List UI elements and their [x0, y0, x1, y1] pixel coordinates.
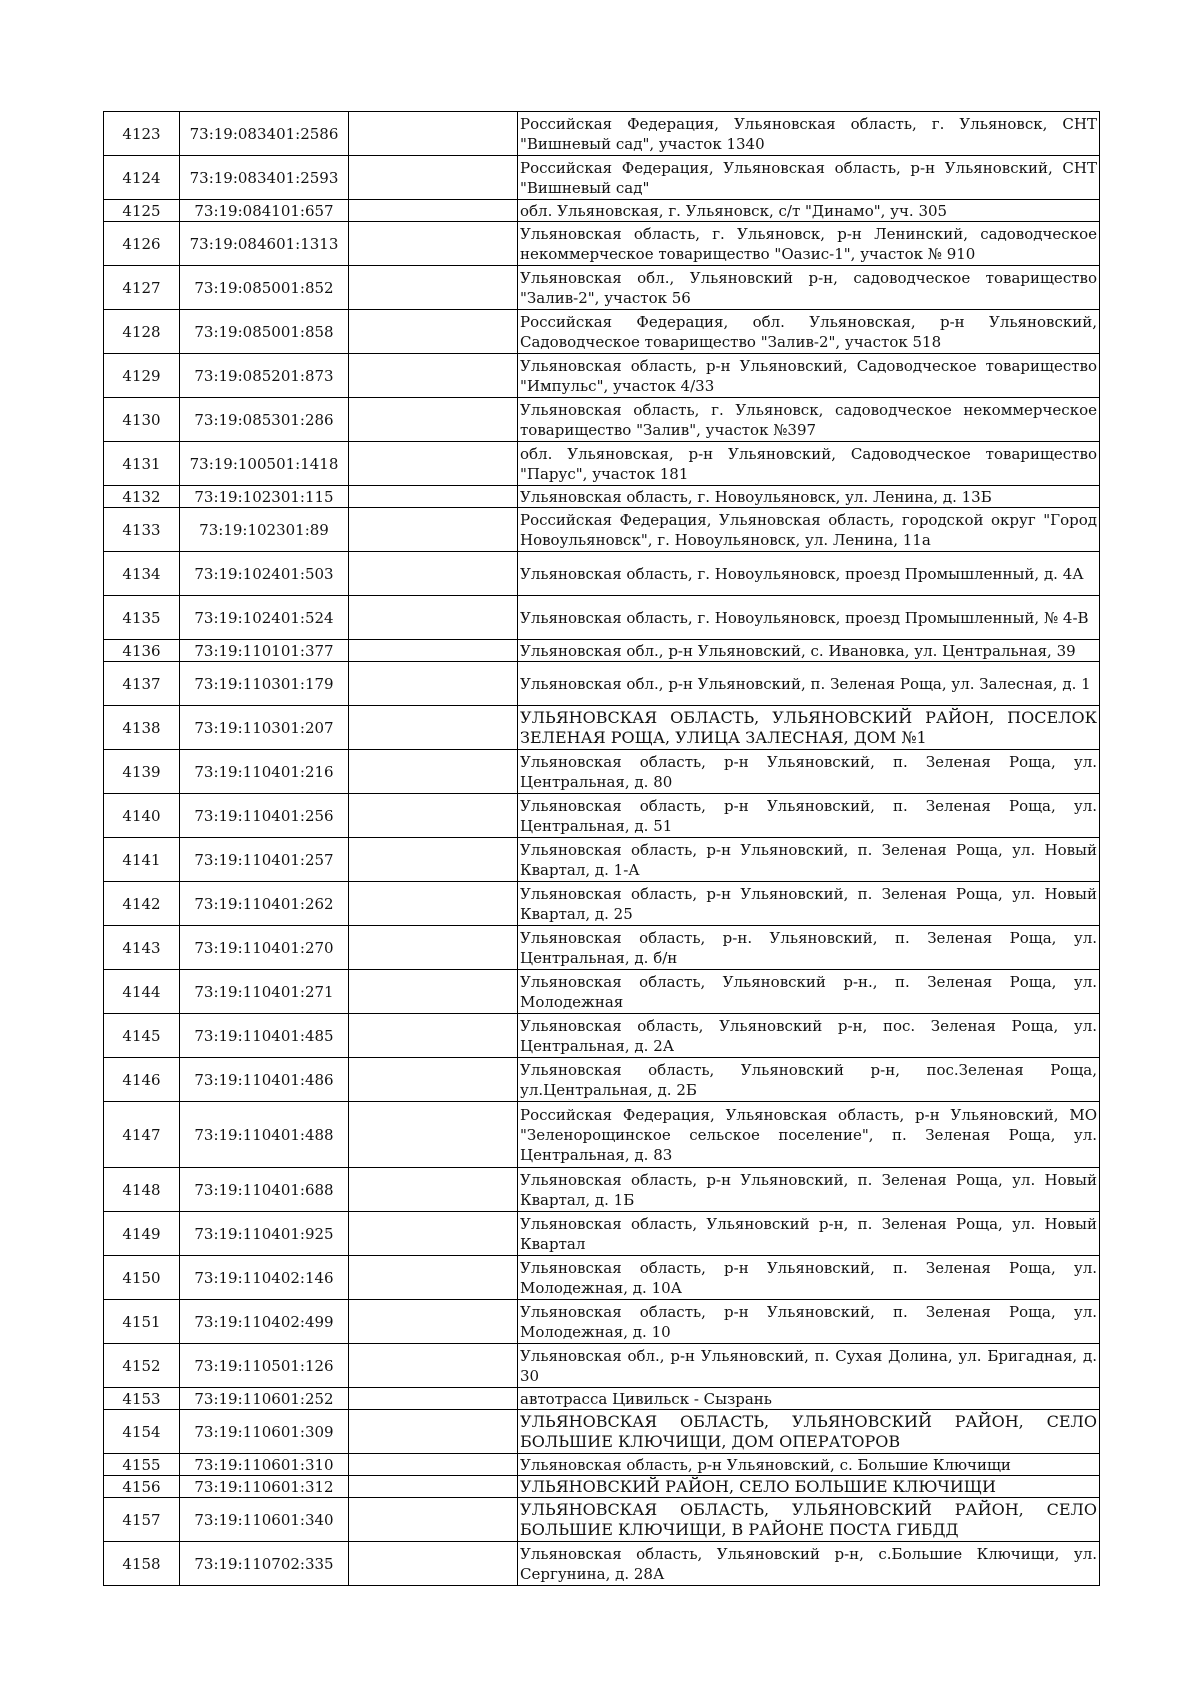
address-cell: Ульяновская область, р-н Ульяновский, п. Зеленая Роща, ул. Новый Квартал, д. 1Б	[518, 1168, 1100, 1212]
row-number-cell: 4140	[104, 794, 180, 838]
address-cell: Ульяновская область, р-н Ульяновский, п. Зеленая Роща, ул. Молодежная, д. 10А	[518, 1256, 1100, 1300]
row-number-cell: 4147	[104, 1102, 180, 1168]
row-number-cell: 4143	[104, 926, 180, 970]
cadastral-number-cell: 73:19:110301:179	[180, 662, 349, 706]
empty-cell	[349, 508, 518, 552]
cadastral-number-cell: 73:19:102301:89	[180, 508, 349, 552]
empty-cell	[349, 1256, 518, 1300]
address-cell: Ульяновская область, Ульяновский р-н, пос.Зеленая Роща, ул.Центральная, д. 2Б	[518, 1058, 1100, 1102]
row-number-cell: 4154	[104, 1410, 180, 1454]
empty-cell	[349, 838, 518, 882]
table-row	[104, 1300, 1100, 1344]
cadastral-number-cell: 73:19:110401:271	[180, 970, 349, 1014]
table-row	[104, 200, 1100, 222]
table-row	[104, 398, 1100, 442]
empty-cell	[349, 310, 518, 354]
row-number-cell: 4157	[104, 1498, 180, 1542]
table-row	[104, 662, 1100, 706]
cadastral-number-cell: 73:19:110401:485	[180, 1014, 349, 1058]
address-cell: Ульяновская область, Ульяновский р-н., п. Зеленая Роща, ул. Молодежная	[518, 970, 1100, 1014]
cadastral-number-cell: 73:19:110601:312	[180, 1476, 349, 1498]
row-number-cell: 4144	[104, 970, 180, 1014]
land-plot-register-table	[103, 111, 1100, 1586]
row-number-cell: 4134	[104, 552, 180, 596]
cadastral-number-cell: 73:19:110401:486	[180, 1058, 349, 1102]
row-number-cell: 4145	[104, 1014, 180, 1058]
empty-cell	[349, 1388, 518, 1410]
address-cell: Российская Федерация, Ульяновская область, р-н Ульяновский, СНТ "Вишневый сад"	[518, 156, 1100, 200]
table-row	[104, 508, 1100, 552]
cadastral-number-cell: 73:19:102401:524	[180, 596, 349, 640]
row-number-cell: 4155	[104, 1454, 180, 1476]
empty-cell	[349, 156, 518, 200]
row-number-cell: 4125	[104, 200, 180, 222]
empty-cell	[349, 882, 518, 926]
row-number-cell: 4139	[104, 750, 180, 794]
row-number-cell: 4148	[104, 1168, 180, 1212]
table-row	[104, 486, 1100, 508]
address-cell: Ульяновская обл., Ульяновский р-н, садоводческое товарищество "Залив-2", участок 56	[518, 266, 1100, 310]
row-number-cell: 4128	[104, 310, 180, 354]
table-row	[104, 970, 1100, 1014]
table-row	[104, 1476, 1100, 1498]
empty-cell	[349, 1300, 518, 1344]
address-cell: Ульяновская область, р-н Ульяновский, п. Зеленая Роща, ул. Центральная, д. 80	[518, 750, 1100, 794]
row-number-cell: 4126	[104, 222, 180, 266]
table-row	[104, 794, 1100, 838]
row-number-cell: 4156	[104, 1476, 180, 1498]
address-cell: Ульяновская обл., р-н Ульяновский, п. Зеленая Роща, ул. Залесная, д. 1	[518, 662, 1100, 706]
empty-cell	[349, 706, 518, 750]
row-number-cell: 4153	[104, 1388, 180, 1410]
cadastral-number-cell: 73:19:110401:270	[180, 926, 349, 970]
table-row	[104, 1212, 1100, 1256]
empty-cell	[349, 1498, 518, 1542]
row-number-cell: 4137	[104, 662, 180, 706]
empty-cell	[349, 1014, 518, 1058]
cadastral-number-cell: 73:19:110501:126	[180, 1344, 349, 1388]
row-number-cell: 4131	[104, 442, 180, 486]
cadastral-number-cell: 73:19:085301:286	[180, 398, 349, 442]
address-cell: Ульяновская область, р-н Ульяновский, п. Зеленая Роща, ул. Молодежная, д. 10	[518, 1300, 1100, 1344]
table-row	[104, 706, 1100, 750]
table-row	[104, 1102, 1100, 1168]
address-cell: Ульяновская область, г. Ульяновск, р-н Ленинский, садоводческое некоммерческое товарищество "Оазис-1", участок № 910	[518, 222, 1100, 266]
address-cell: Российская Федерация, Ульяновская область, городской округ "Город Новоульяновск", г. Новоульяновск, ул. Ленина, 11а	[518, 508, 1100, 552]
empty-cell	[349, 750, 518, 794]
empty-cell	[349, 596, 518, 640]
address-cell: Ульяновская область, р-н. Ульяновский, п. Зеленая Роща, ул. Центральная, д. б/н	[518, 926, 1100, 970]
table-row	[104, 310, 1100, 354]
cadastral-number-cell: 73:19:084601:1313	[180, 222, 349, 266]
row-number-cell: 4150	[104, 1256, 180, 1300]
table-row	[104, 838, 1100, 882]
empty-cell	[349, 112, 518, 156]
row-number-cell: 4149	[104, 1212, 180, 1256]
address-cell: УЛЬЯНОВСКИЙ РАЙОН, СЕЛО БОЛЬШИЕ КЛЮЧИЩИ	[518, 1476, 1100, 1498]
row-number-cell: 4136	[104, 640, 180, 662]
row-number-cell: 4132	[104, 486, 180, 508]
table-row	[104, 750, 1100, 794]
table-row	[104, 112, 1100, 156]
cadastral-number-cell: 73:19:110601:309	[180, 1410, 349, 1454]
empty-cell	[349, 926, 518, 970]
empty-cell	[349, 1542, 518, 1586]
row-number-cell: 4152	[104, 1344, 180, 1388]
table-row	[104, 354, 1100, 398]
cadastral-number-cell: 73:19:110401:488	[180, 1102, 349, 1168]
table-row	[104, 1014, 1100, 1058]
address-cell: УЛЬЯНОВСКАЯ ОБЛАСТЬ, УЛЬЯНОВСКИЙ РАЙОН, СЕЛО БОЛЬШИЕ КЛЮЧИЩИ, В РАЙОНЕ ПОСТА ГИБДД	[518, 1498, 1100, 1542]
address-cell: Ульяновская область, Ульяновский р-н, пос. Зеленая Роща, ул. Центральная, д. 2А	[518, 1014, 1100, 1058]
address-cell: Ульяновская область, р-н Ульяновский, п. Зеленая Роща, ул. Новый Квартал, д. 25	[518, 882, 1100, 926]
table-row	[104, 640, 1100, 662]
row-number-cell: 4138	[104, 706, 180, 750]
cadastral-number-cell: 73:19:110601:340	[180, 1498, 349, 1542]
cadastral-number-cell: 73:19:110401:216	[180, 750, 349, 794]
cadastral-number-cell: 73:19:110702:335	[180, 1542, 349, 1586]
cadastral-number-cell: 73:19:110101:377	[180, 640, 349, 662]
empty-cell	[349, 1212, 518, 1256]
address-cell: Ульяновская область, р-н Ульяновский, п. Зеленая Роща, ул. Новый Квартал, д. 1-А	[518, 838, 1100, 882]
empty-cell	[349, 1168, 518, 1212]
empty-cell	[349, 1476, 518, 1498]
cadastral-number-cell: 73:19:110601:252	[180, 1388, 349, 1410]
address-cell: УЛЬЯНОВСКАЯ ОБЛАСТЬ, УЛЬЯНОВСКИЙ РАЙОН, СЕЛО БОЛЬШИЕ КЛЮЧИЩИ, ДОМ ОПЕРАТОРОВ	[518, 1410, 1100, 1454]
table-row	[104, 1388, 1100, 1410]
cadastral-number-cell: 73:19:083401:2586	[180, 112, 349, 156]
address-cell: Ульяновская обл., р-н Ульяновский, п. Сухая Долина, ул. Бригадная, д. 30	[518, 1344, 1100, 1388]
table-row	[104, 1344, 1100, 1388]
address-cell: Ульяновская область, г. Новоульяновск, проезд Промышленный, № 4-В	[518, 596, 1100, 640]
empty-cell	[349, 200, 518, 222]
table-row	[104, 1410, 1100, 1454]
cadastral-number-cell: 73:19:110401:256	[180, 794, 349, 838]
empty-cell	[349, 222, 518, 266]
empty-cell	[349, 1410, 518, 1454]
address-cell: автотрасса Цивильск - Сызрань	[518, 1388, 1100, 1410]
table-row	[104, 442, 1100, 486]
empty-cell	[349, 1344, 518, 1388]
address-cell: Ульяновская область, р-н Ульяновский, п. Зеленая Роща, ул. Центральная, д. 51	[518, 794, 1100, 838]
row-number-cell: 4135	[104, 596, 180, 640]
address-cell: обл. Ульяновская, г. Ульяновск, с/т "Динамо", уч. 305	[518, 200, 1100, 222]
address-cell: УЛЬЯНОВСКАЯ ОБЛАСТЬ, УЛЬЯНОВСКИЙ РАЙОН, ПОСЕЛОК ЗЕЛЕНАЯ РОЩА, УЛИЦА ЗАЛЕСНАЯ, ДОМ №1	[518, 706, 1100, 750]
cadastral-number-cell: 73:19:102301:115	[180, 486, 349, 508]
cadastral-number-cell: 73:19:110301:207	[180, 706, 349, 750]
cadastral-number-cell: 73:19:102401:503	[180, 552, 349, 596]
table-row	[104, 552, 1100, 596]
address-cell: Ульяновская область, р-н Ульяновский, с. Большие Ключищи	[518, 1454, 1100, 1476]
empty-cell	[349, 1454, 518, 1476]
table-row	[104, 1498, 1100, 1542]
address-cell: Ульяновская область, Ульяновский р-н, п. Зеленая Роща, ул. Новый Квартал	[518, 1212, 1100, 1256]
cadastral-number-cell: 73:19:110601:310	[180, 1454, 349, 1476]
row-number-cell: 4130	[104, 398, 180, 442]
empty-cell	[349, 970, 518, 1014]
empty-cell	[349, 398, 518, 442]
document-page	[103, 111, 1100, 1586]
cadastral-number-cell: 73:19:110401:925	[180, 1212, 349, 1256]
address-cell: Ульяновская область, г. Новоульяновск, проезд Промышленный, д. 4А	[518, 552, 1100, 596]
table-row	[104, 222, 1100, 266]
row-number-cell: 4129	[104, 354, 180, 398]
table-row	[104, 1168, 1100, 1212]
row-number-cell: 4158	[104, 1542, 180, 1586]
row-number-cell: 4151	[104, 1300, 180, 1344]
empty-cell	[349, 442, 518, 486]
cadastral-number-cell: 73:19:110401:688	[180, 1168, 349, 1212]
table-row	[104, 596, 1100, 640]
table-row	[104, 1454, 1100, 1476]
table-body	[104, 112, 1100, 1586]
table-row	[104, 1058, 1100, 1102]
cadastral-number-cell: 73:19:083401:2593	[180, 156, 349, 200]
address-cell: Ульяновская область, Ульяновский р-н, с.Большие Ключищи, ул. Сергунина, д. 28А	[518, 1542, 1100, 1586]
empty-cell	[349, 662, 518, 706]
cadastral-number-cell: 73:19:100501:1418	[180, 442, 349, 486]
table-row	[104, 1256, 1100, 1300]
address-cell: обл. Ульяновская, р-н Ульяновский, Садоводческое товарищество "Парус", участок 181	[518, 442, 1100, 486]
empty-cell	[349, 794, 518, 838]
row-number-cell: 4146	[104, 1058, 180, 1102]
address-cell: Ульяновская обл., р-н Ульяновский, с. Ивановка, ул. Центральная, 39	[518, 640, 1100, 662]
cadastral-number-cell: 73:19:110402:146	[180, 1256, 349, 1300]
row-number-cell: 4123	[104, 112, 180, 156]
cadastral-number-cell: 73:19:084101:657	[180, 200, 349, 222]
address-cell: Ульяновская область, г. Ульяновск, садоводческое некоммерческое товарищество "Залив", участок №397	[518, 398, 1100, 442]
empty-cell	[349, 640, 518, 662]
address-cell: Российская Федерация, Ульяновская область, р-н Ульяновский, МО "Зеленорощинское сельское поселение", п. Зеленая Роща, ул. Центральная, д. 83	[518, 1102, 1100, 1168]
table-row	[104, 266, 1100, 310]
cadastral-number-cell: 73:19:110401:262	[180, 882, 349, 926]
empty-cell	[349, 552, 518, 596]
address-cell: Российская Федерация, обл. Ульяновская, р-н Ульяновский, Садоводческое товарищество "Залив-2", участок 518	[518, 310, 1100, 354]
table-row	[104, 882, 1100, 926]
empty-cell	[349, 266, 518, 310]
table-row	[104, 1542, 1100, 1586]
address-cell: Ульяновская область, р-н Ульяновский, Садоводческое товарищество "Импульс", участок 4/33	[518, 354, 1100, 398]
cadastral-number-cell: 73:19:110401:257	[180, 838, 349, 882]
address-cell: Российская Федерация, Ульяновская область, г. Ульяновск, СНТ "Вишневый сад", участок 1340	[518, 112, 1100, 156]
row-number-cell: 4124	[104, 156, 180, 200]
empty-cell	[349, 1058, 518, 1102]
cadastral-number-cell: 73:19:085201:873	[180, 354, 349, 398]
row-number-cell: 4141	[104, 838, 180, 882]
table-row	[104, 926, 1100, 970]
row-number-cell: 4127	[104, 266, 180, 310]
cadastral-number-cell: 73:19:085001:852	[180, 266, 349, 310]
empty-cell	[349, 354, 518, 398]
cadastral-number-cell: 73:19:085001:858	[180, 310, 349, 354]
empty-cell	[349, 1102, 518, 1168]
table-row	[104, 156, 1100, 200]
address-cell: Ульяновская область, г. Новоульяновск, ул. Ленина, д. 13Б	[518, 486, 1100, 508]
empty-cell	[349, 486, 518, 508]
row-number-cell: 4133	[104, 508, 180, 552]
cadastral-number-cell: 73:19:110402:499	[180, 1300, 349, 1344]
row-number-cell: 4142	[104, 882, 180, 926]
